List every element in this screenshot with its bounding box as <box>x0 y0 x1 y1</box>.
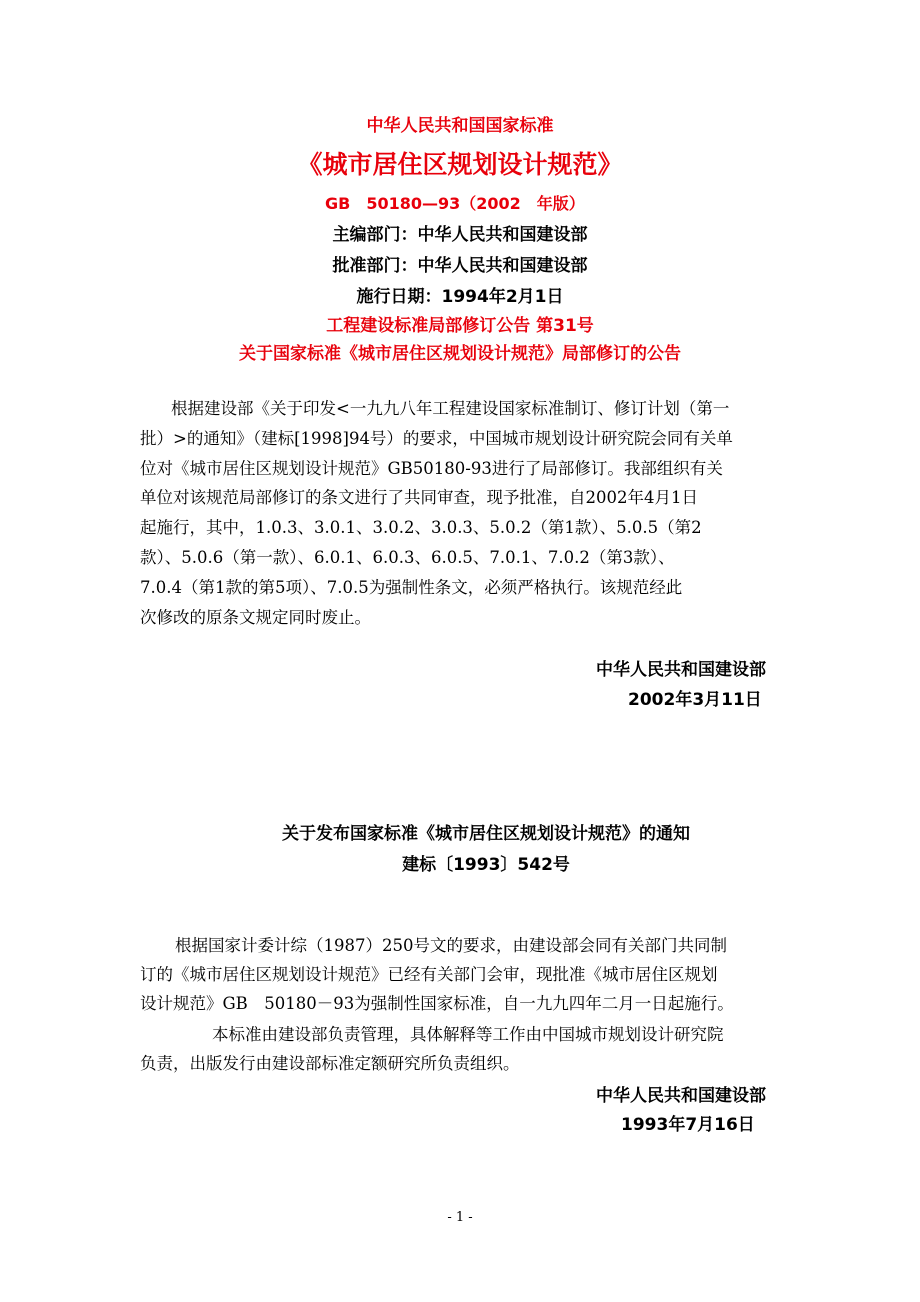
paragraph-line: 7.0.4（第1款的第5项）、7.0.5为强制性条文，必须严格执行。该规范经此 <box>140 578 683 597</box>
paragraph-line: 本标准由建设部负责管理，具体解释等工作由中国城市规划设计研究院 <box>212 1025 724 1044</box>
effective-date: 施行日期：1994年2月1日 <box>356 287 564 307</box>
notice-signature: 中华人民共和国建设部 <box>596 1086 766 1106</box>
notice-title: 关于发布国家标准《城市居住区规划设计规范》的通知 <box>282 824 690 844</box>
announcement-signature: 中华人民共和国建设部 <box>596 660 766 680</box>
standard-code: GB 50180—93（2002 年版） <box>325 194 585 213</box>
editor-department: 主编部门：中华人民共和国建设部 <box>332 225 588 245</box>
announcement-title: 关于国家标准《城市居住区规划设计规范》局部修订的公告 <box>239 344 681 364</box>
paragraph-line: 次修改的原条文规定同时废止。 <box>140 608 371 627</box>
paragraph-line: 位对《城市居住区规划设计规范》GB50180-93进行了局部修订。我部组织有关 <box>140 459 723 478</box>
paragraph-line: 款）、5.0.6（第一款）、6.0.1、6.0.3、6.0.5、7.0.1、7.0.2（第3款）、 <box>140 548 675 567</box>
paragraph-line: 订的《城市居住区规划设计规范》已经有关部门会审，现批准《城市居住区规划 <box>140 965 718 984</box>
paragraph-line: 根据国家计委计综（1987）250号文的要求，由建设部会同有关部门共同制 <box>175 936 727 955</box>
standard-label: 中华人民共和国国家标准 <box>366 116 554 136</box>
announcement-number: 工程建设标准局部修订公告 第31号 <box>326 316 594 336</box>
notice-date: 1993年7月16日 <box>621 1115 755 1135</box>
approval-department: 批准部门：中华人民共和国建设部 <box>332 256 588 276</box>
paragraph-line: 单位对该规范局部修订的条文进行了共同审查，现予批准，自2002年4月1日 <box>140 488 698 507</box>
paragraph-line: 根据建设部《关于印发<一九九八年工程建设国家标准制订、修订计划（第一 <box>171 399 730 418</box>
paragraph-line: 起施行，其中，1.0.3、3.0.1、3.0.2、3.0.3、5.0.2（第1款）、5.0.5（第2 <box>140 518 702 537</box>
paragraph-line: 设计规范》GB 50180－93为强制性国家标准，自一九九四年二月一日起施行。 <box>140 994 734 1013</box>
notice-number: 建标〔1993〕542号 <box>402 855 570 875</box>
page-number: - 1 - <box>447 1210 473 1225</box>
document-title: 《城市居住区规划设计规范》 <box>297 150 623 179</box>
paragraph-line: 批）>的通知》（建标[1998]94号）的要求，中国城市规划设计研究院会同有关单 <box>140 429 733 448</box>
announcement-date: 2002年3月11日 <box>628 690 762 710</box>
paragraph-line: 负责，出版发行由建设部标准定额研究所负责组织。 <box>140 1054 520 1073</box>
